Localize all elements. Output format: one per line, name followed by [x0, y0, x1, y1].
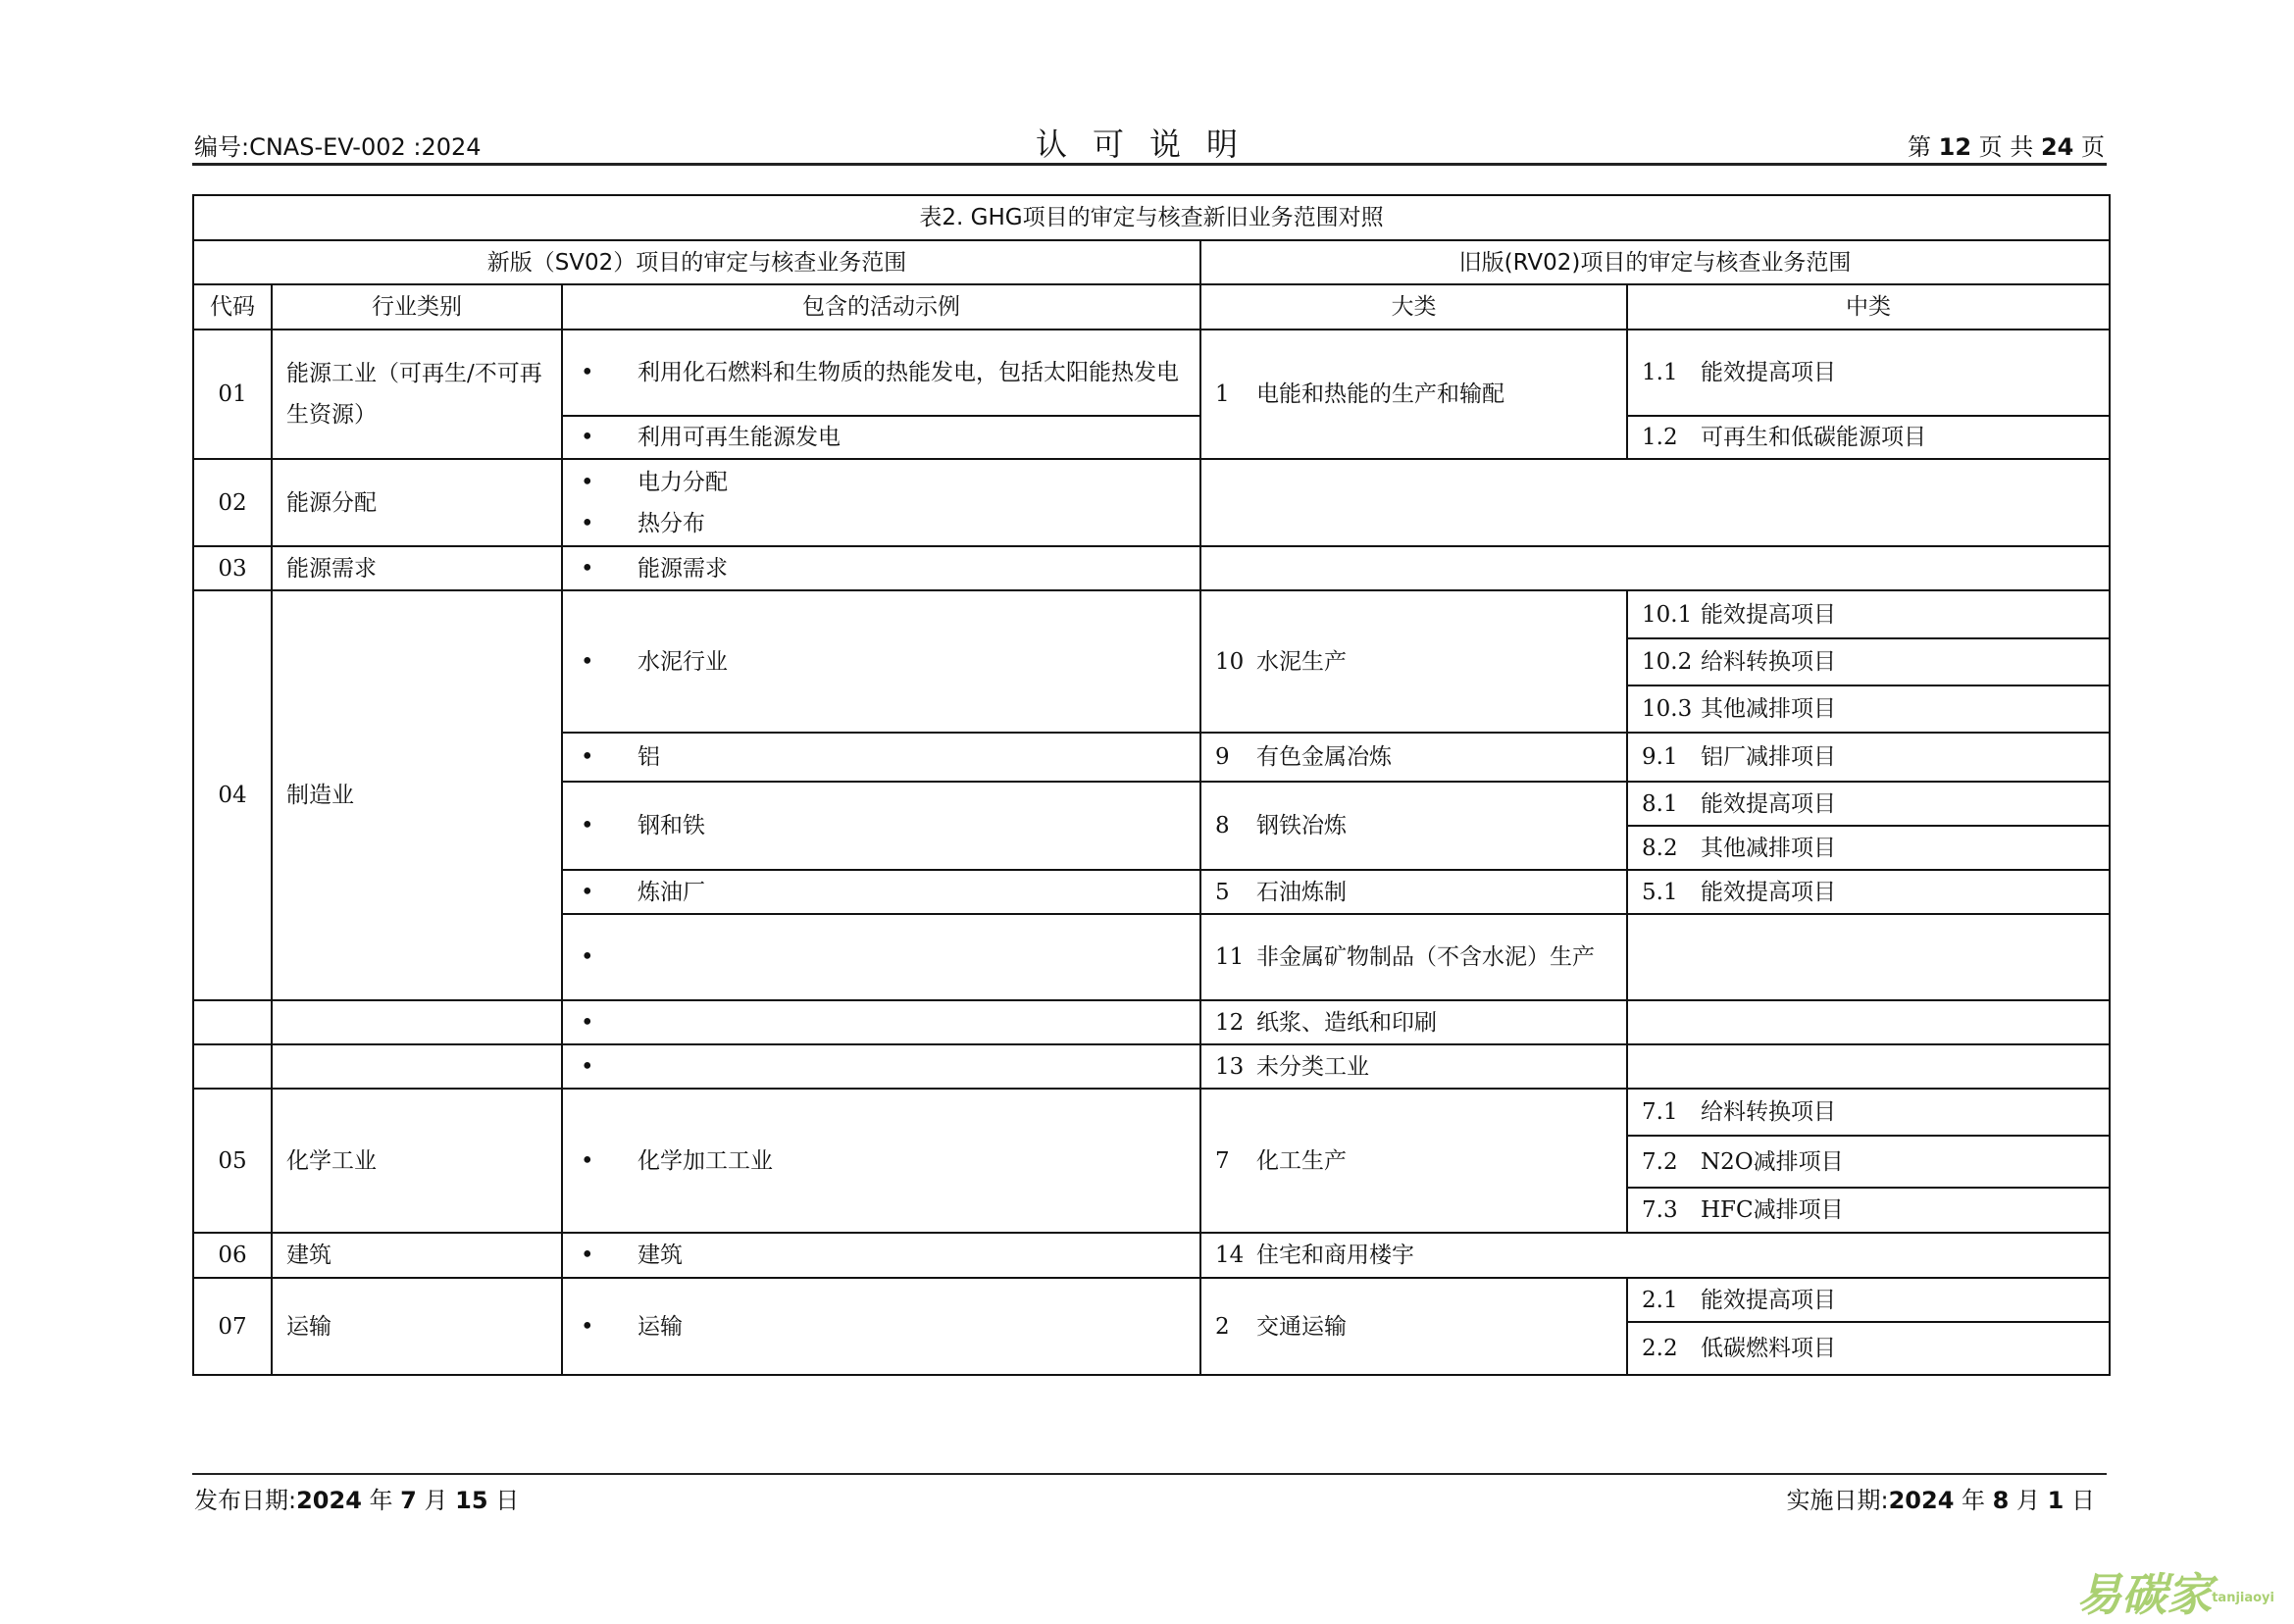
row-middle: 10.3 其他减排项目 — [1627, 685, 2110, 733]
row-industry: 运输 — [272, 1278, 562, 1375]
row-major: 2 交通运输 — [1200, 1278, 1627, 1375]
row-middle: 1.2 可再生和低碳能源项目 — [1627, 416, 2110, 459]
table-row — [193, 590, 2110, 638]
row-middle: 7.1 给料转换项目 — [1627, 1089, 2110, 1136]
page-footer — [192, 1473, 2107, 1514]
col-header-major: 大类 — [1200, 284, 1627, 330]
table-row — [193, 1278, 2110, 1322]
row-example: • 铝 — [562, 733, 1200, 782]
row-middle-empty — [1627, 914, 2110, 1000]
implementation-date: 实施日期:2024 年 8 月 1 日 — [1786, 1487, 2095, 1514]
row-industry: 化学工业 — [272, 1089, 562, 1233]
page-title: 认可说明 — [1035, 126, 1263, 163]
row-example: • 利用可再生能源发电 — [562, 416, 1200, 459]
row-industry: 能源分配 — [272, 459, 562, 546]
page-number: 第 12 页 共 24 页 — [1907, 133, 2105, 161]
row-example: • — [562, 1044, 1200, 1089]
row-industry-empty — [272, 1044, 562, 1089]
row-example: • 能源需求 — [562, 546, 1200, 590]
table-row — [193, 459, 2110, 546]
row-middle-empty — [1627, 1044, 2110, 1089]
row-major: 1 电能和热能的生产和输配 — [1200, 330, 1627, 459]
row-code-empty — [193, 1000, 272, 1044]
old-version-title: 旧版(RV02)项目的审定与核查业务范围 — [1200, 240, 2110, 284]
row-middle: 10.1 能效提高项目 — [1627, 590, 2110, 638]
page-header — [192, 118, 2107, 166]
row-middle: 1.1 能效提高项目 — [1627, 330, 2110, 416]
scope-comparison-table — [192, 194, 2111, 1376]
row-code: 07 — [193, 1278, 272, 1375]
row-middle: 10.2 给料转换项目 — [1627, 638, 2110, 685]
issue-date: 发布日期:2024 年 7 月 15 日 — [194, 1487, 520, 1514]
table-row — [193, 330, 2110, 416]
document-code: 编号:CNAS-EV-002 :2024 — [194, 133, 482, 161]
row-major: 7 化工生产 — [1200, 1089, 1627, 1233]
table-row — [193, 1044, 2110, 1089]
row-major: 12 纸浆、造纸和印刷 — [1200, 1000, 1627, 1044]
row-middle: 7.2 N2O减排项目 — [1627, 1136, 2110, 1188]
row-major: 13 未分类工业 — [1200, 1044, 1627, 1089]
row-industry: 能源需求 — [272, 546, 562, 590]
col-header-middle: 中类 — [1627, 284, 2110, 330]
col-header-code: 代码 — [193, 284, 272, 330]
row-middle: 8.1 能效提高项目 — [1627, 782, 2110, 826]
table-caption: 表2. GHG项目的审定与核查新旧业务范围对照 — [193, 195, 2110, 240]
row-old-empty — [1200, 546, 2110, 590]
row-middle: 9.1 铝厂减排项目 — [1627, 733, 2110, 782]
row-code: 05 — [193, 1089, 272, 1233]
row-code: 03 — [193, 546, 272, 590]
col-header-examples: 包含的活动示例 — [562, 284, 1200, 330]
row-example: • 建筑 — [562, 1233, 1200, 1278]
table-row — [193, 1000, 2110, 1044]
row-middle: 7.3 HFC减排项目 — [1627, 1188, 2110, 1233]
row-example: • 炼油厂 — [562, 870, 1200, 914]
row-major: 8 钢铁冶炼 — [1200, 782, 1627, 870]
row-industry: 能源工业（可再生/不可再生资源） — [272, 330, 562, 459]
table-row — [193, 1089, 2110, 1136]
row-code-empty — [193, 1044, 272, 1089]
col-header-industry: 行业类别 — [272, 284, 562, 330]
row-major: 10 水泥生产 — [1200, 590, 1627, 733]
row-example: • 运输 — [562, 1278, 1200, 1375]
watermark-logo: 易碳家tanjiaoyi — [2076, 1568, 2274, 1621]
table-row — [193, 1233, 2110, 1278]
row-old-empty — [1200, 459, 2110, 546]
row-major: 5 石油炼制 — [1200, 870, 1627, 914]
row-industry: 制造业 — [272, 590, 562, 1000]
row-industry-empty — [272, 1000, 562, 1044]
row-example: • 电力分配 • 热分布 — [562, 459, 1200, 546]
row-middle: 8.2 其他减排项目 — [1627, 826, 2110, 870]
table-row — [193, 546, 2110, 590]
row-major: 14 住宅和商用楼宇 — [1200, 1233, 2110, 1278]
row-example: • — [562, 914, 1200, 1000]
row-example: • 钢和铁 — [562, 782, 1200, 870]
row-example: • 水泥行业 — [562, 590, 1200, 733]
row-industry: 建筑 — [272, 1233, 562, 1278]
row-example: • 化学加工工业 — [562, 1089, 1200, 1233]
row-middle: 5.1 能效提高项目 — [1627, 870, 2110, 914]
row-code: 01 — [193, 330, 272, 459]
row-code: 04 — [193, 590, 272, 1000]
row-middle: 2.2 低碳燃料项目 — [1627, 1322, 2110, 1375]
row-example: • 利用化石燃料和生物质的热能发电，包括太阳能热发电 — [562, 330, 1200, 416]
row-major: 9 有色金属冶炼 — [1200, 733, 1627, 782]
row-code: 06 — [193, 1233, 272, 1278]
row-middle: 2.1 能效提高项目 — [1627, 1278, 2110, 1322]
new-version-title: 新版（SV02）项目的审定与核查业务范围 — [193, 240, 1200, 284]
row-middle-empty — [1627, 1000, 2110, 1044]
row-code: 02 — [193, 459, 272, 546]
row-major: 11 非金属矿物制品（不含水泥）生产 — [1200, 914, 1627, 1000]
row-example: • — [562, 1000, 1200, 1044]
